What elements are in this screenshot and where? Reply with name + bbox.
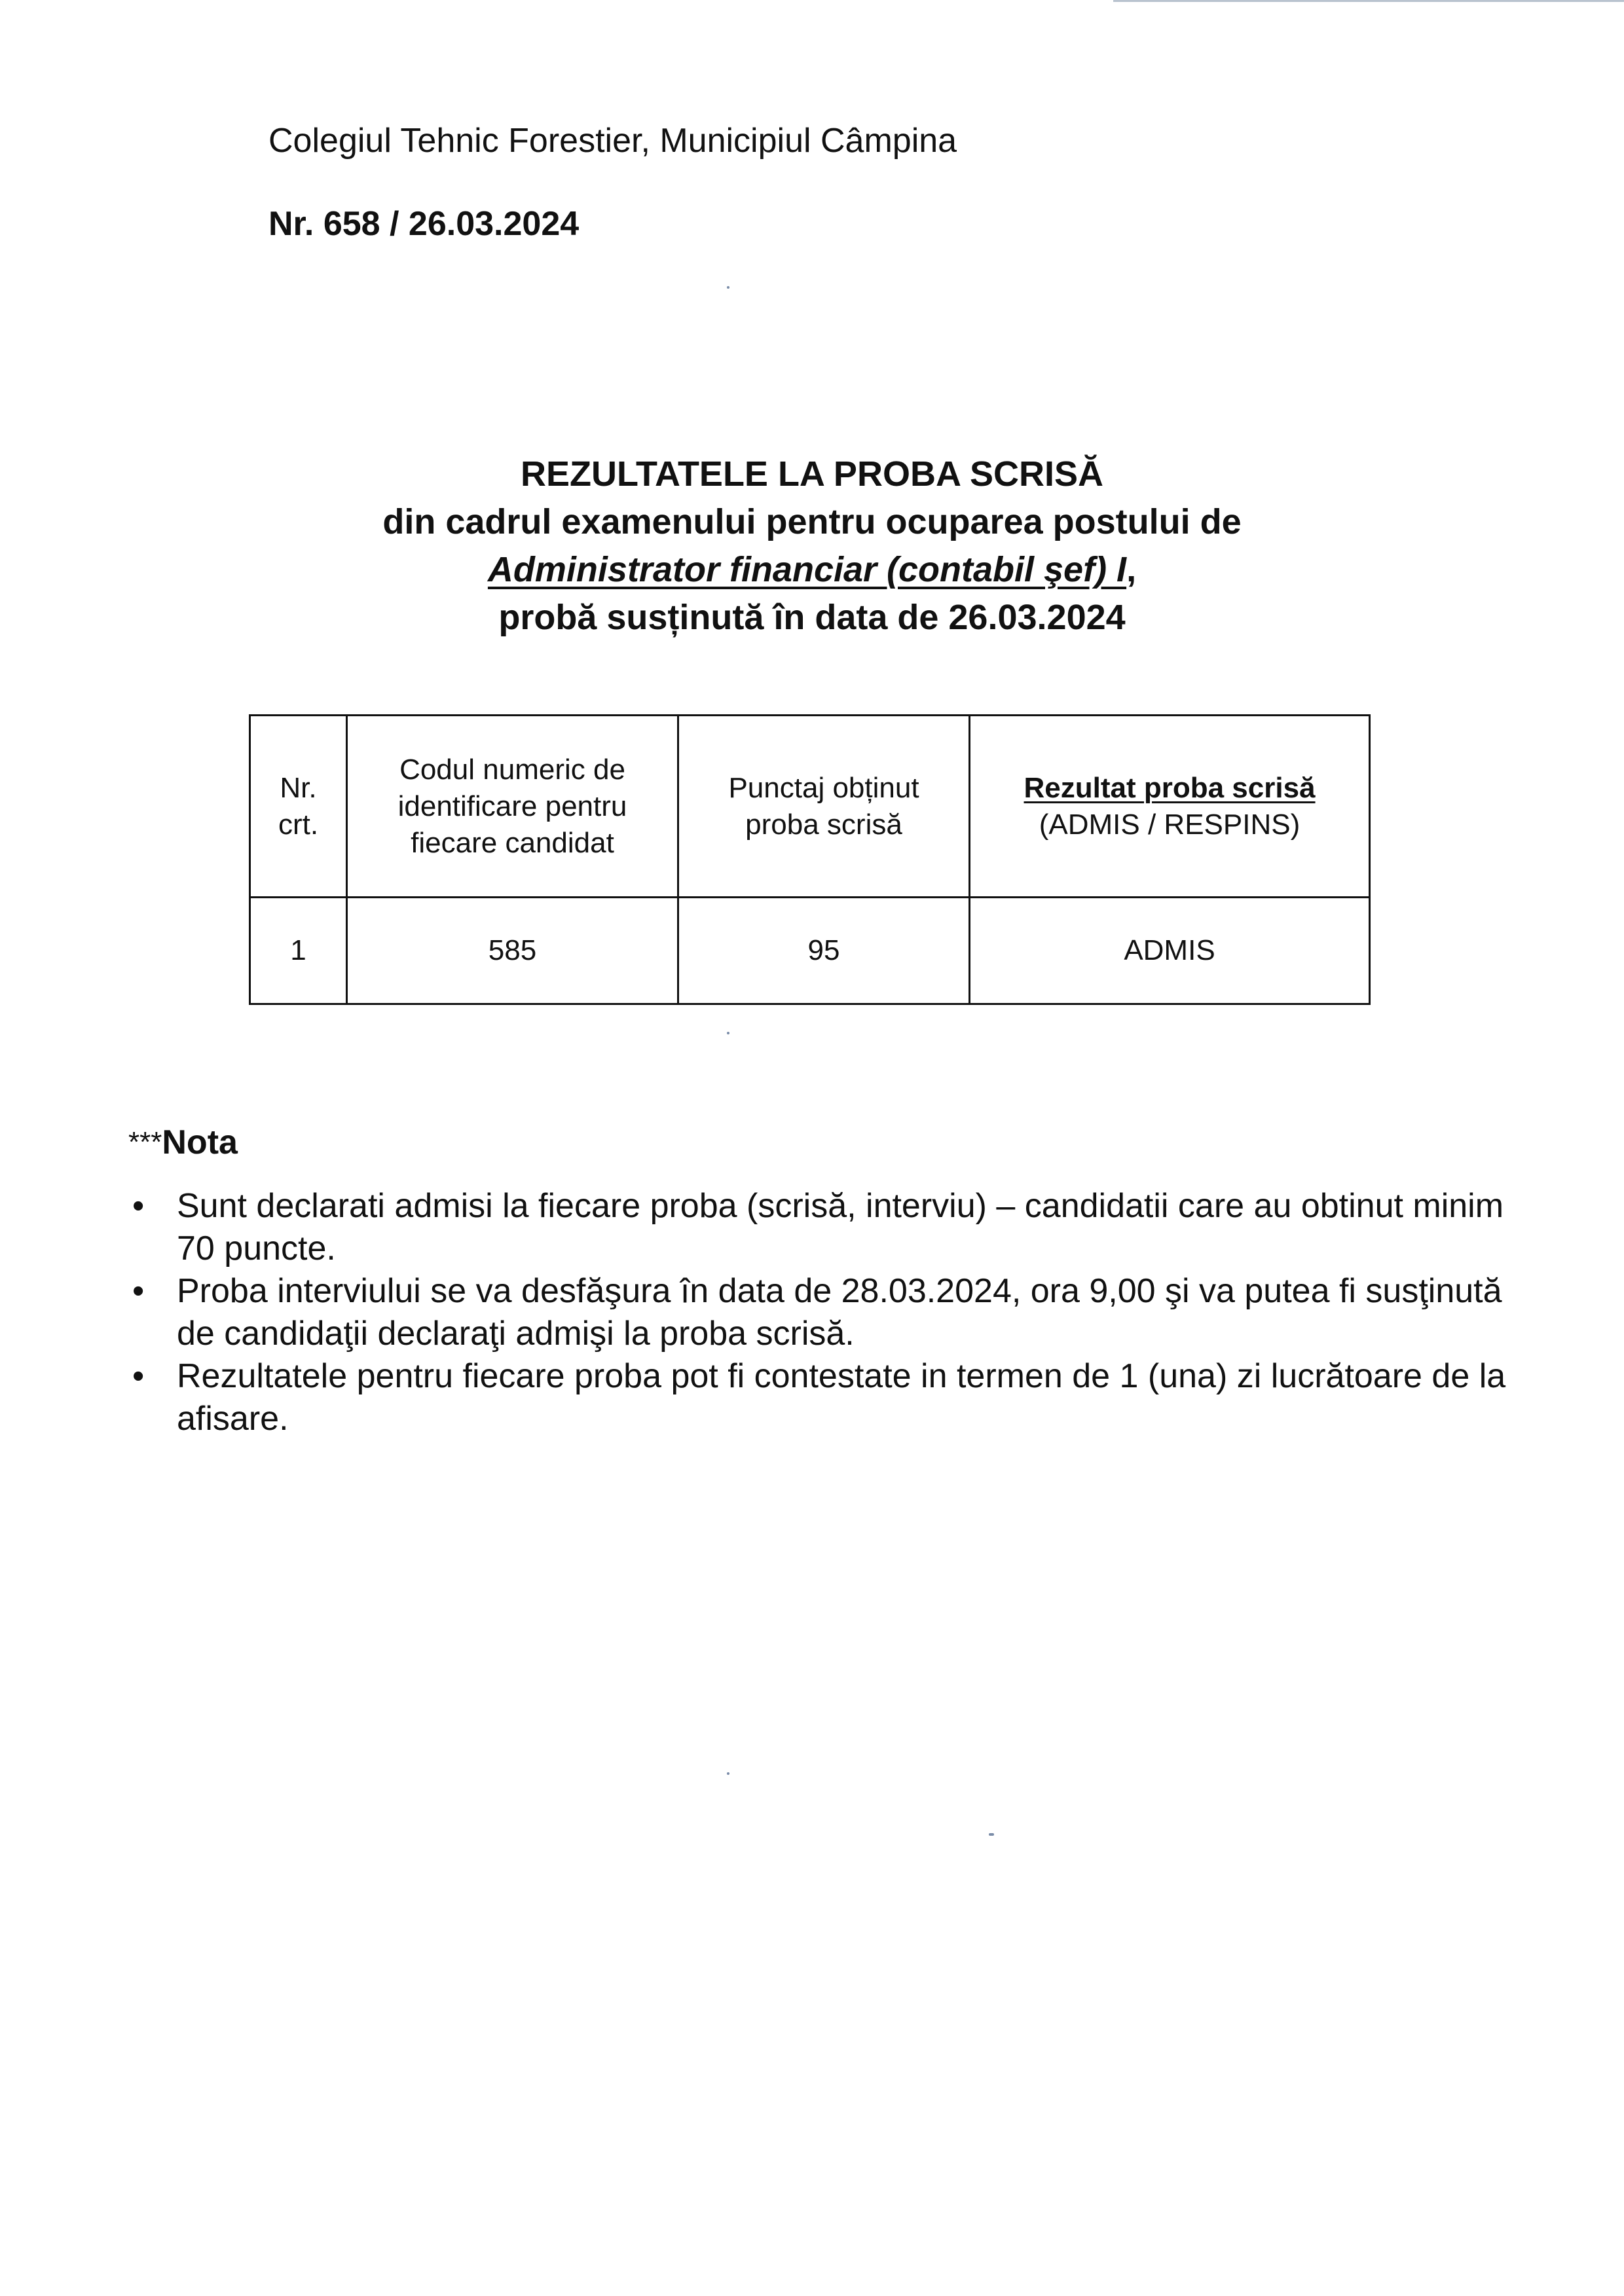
results-table bbox=[249, 714, 1371, 1005]
header-nr-crt bbox=[250, 716, 347, 898]
cell-cod: 585 bbox=[347, 898, 678, 1004]
registration-number: Nr. 658 / 26.03.2024 bbox=[268, 205, 580, 243]
nota-title bbox=[128, 1120, 238, 1165]
header-punctaj-line-2: proba scrisă bbox=[745, 808, 902, 841]
nota-item-text: Sunt declarati admisi la fiecare proba (scrisă, interviu) – candidatii care au obtinut minim 70 puncte. bbox=[177, 1187, 1504, 1267]
bullet-icon: • bbox=[132, 1187, 145, 1225]
header-rezultat-title: Rezultat proba scrisă bbox=[1024, 771, 1316, 804]
header-crt-line: crt. bbox=[278, 808, 319, 841]
heading-role-suffix: , bbox=[1126, 550, 1137, 589]
header-nr-line: Nr. bbox=[280, 771, 317, 804]
nota-item-text: Rezultatele pentru fiecare proba pot fi contestate in termen de 1 (una) zi lucrătoare de la afisare. bbox=[177, 1357, 1506, 1438]
header-cod-line-2: identificare pentru bbox=[397, 790, 627, 822]
cell-rezultat: ADMIS bbox=[970, 898, 1370, 1004]
header-rezultat bbox=[970, 716, 1370, 898]
heading-line-date: probă susținută în data de 26.03.2024 bbox=[498, 598, 1126, 637]
list-item bbox=[128, 1270, 1517, 1355]
scan-speck bbox=[989, 1833, 994, 1836]
header-cod-line-1: Codul numeric de bbox=[399, 753, 625, 786]
table-header-row bbox=[250, 716, 1370, 898]
scan-edge-line bbox=[1113, 0, 1624, 2]
nota-stars: *** bbox=[128, 1126, 162, 1158]
bullet-icon: • bbox=[132, 1357, 145, 1395]
list-item bbox=[128, 1185, 1517, 1270]
list-item bbox=[128, 1355, 1517, 1440]
header-punctaj bbox=[678, 716, 970, 898]
scan-speck bbox=[727, 1032, 729, 1034]
nota-item-text: Proba interviului se va desfăşura în data de 28.03.2024, ora 9,00 şi va putea fi susţinută de candidaţii declaraţi admişi la proba scrisă. bbox=[177, 1272, 1502, 1353]
bullet-icon: • bbox=[132, 1272, 145, 1310]
header-cod-candidat bbox=[347, 716, 678, 898]
heading-line-role bbox=[0, 546, 1624, 594]
institution-name: Colegiul Tehnic Forestier, Municipiul Câmpina bbox=[268, 122, 957, 160]
header-punctaj-line-1: Punctaj obținut bbox=[728, 771, 919, 804]
header-cod-line-3: fiecare candidat bbox=[411, 826, 614, 859]
cell-punctaj: 95 bbox=[678, 898, 970, 1004]
scan-speck bbox=[727, 286, 729, 289]
heading-line-title: REZULTATELE LA PROBA SCRISĂ bbox=[521, 454, 1103, 494]
heading-role: Administrator financiar (contabil şef) I bbox=[487, 550, 1127, 589]
document-heading bbox=[0, 450, 1624, 642]
table-row bbox=[250, 898, 1370, 1004]
nota-list bbox=[128, 1185, 1517, 1440]
scan-speck bbox=[727, 1772, 729, 1775]
nota-word: Nota bbox=[162, 1123, 238, 1161]
header-rezultat-subtitle: (ADMIS / RESPINS) bbox=[1039, 808, 1301, 841]
heading-line-exam: din cadrul examenului pentru ocuparea postului de bbox=[382, 502, 1242, 541]
cell-nr: 1 bbox=[250, 898, 347, 1004]
